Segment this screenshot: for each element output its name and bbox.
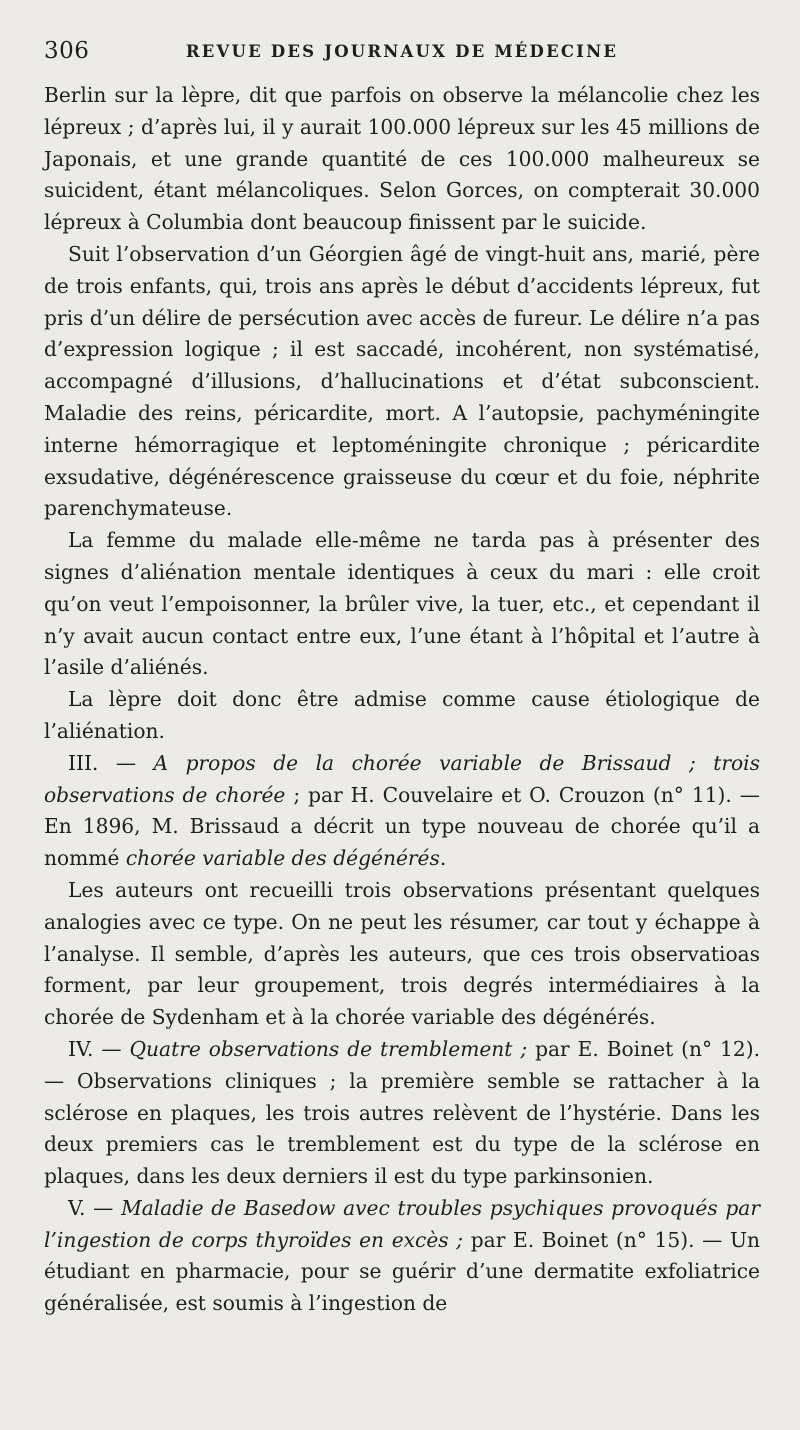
section-V-paragraph <box>44 1193 760 1320</box>
italic-text-segment: A propos de la chorée variable de Brissaud ; trois observations de chorée <box>44 750 760 807</box>
text-segment: La femme du malade elle-même ne tarda pas à présenter des signes d’aliénation mentale identiques à ceux du mari : elle croit qu’on veut l’empoisonner, la brûler vive, la tuer, etc., et cependant il n’y avait aucun contact entre eux, l’une étant à l’hôpital et l’autre à l’asile d’aliénés. <box>44 528 760 680</box>
text-segment: . <box>439 846 447 871</box>
text-segment: Suit l’observation d’un Géorgien âgé de vingt-huit ans, marié, père de trois enfants, qui, trois ans après le début d’accidents lépreux, fut pris d’un délire de persécution avec accès de fureur. Le délire n’a pas d’expression logique ; il est saccadé, incohérent, non systématisé, accompagné d’illusions, d’hallucinations et d’état subconscient. Maladie des reins, péricardite, mort. A l’autopsie, pachyméningite interne hémorragique et leptoméningite chronique ; péricardite exsudative, dégénérescence graisseuse du cœur et du foie, néphrite parenchymateuse. <box>44 241 760 521</box>
paragraph <box>44 525 760 684</box>
italic-text-segment: chorée variable des dégénérés <box>125 846 440 871</box>
page-number: 306 <box>44 38 90 64</box>
running-title: REVUE DES JOURNAUX DE MÉDECINE <box>185 42 619 61</box>
text-segment: Les auteurs ont recueilli trois observations présentant quelques analogies avec ce type. On ne peut les résumer, car tout y échappe à l’analyse. Il semble, d’après les auteurs, que ces trois observatioas forment, par leur groupement, trois degrés intermédiaires à la chorée de Sydenham et à la chorée variable des dégénérés. <box>44 877 760 1030</box>
text-segment: par E. Boinet (n° 12). — Observations cliniques ; la première semble se rattacher à la sclérose en plaques, les trois autres relèvent de l’hystérie. Dans les deux premiers cas le tremblement est du type de la sclérose en plaques, dans les deux derniers il est du type parkinsonien. <box>44 1036 761 1189</box>
section-III-paragraph <box>44 748 760 875</box>
text-segment: V. — <box>68 1195 122 1220</box>
text-segment: III. — <box>68 750 154 775</box>
text-segment: IV. — <box>68 1036 130 1061</box>
article-body <box>44 80 760 1320</box>
text-segment: La lèpre doit donc être admise comme cause étiologique de l’aliénation. <box>44 687 760 743</box>
paragraph <box>44 875 760 1034</box>
text-segment: ; par H. Couvelaire et O. Crouzon (n° 11). — En 1896, M. Brissaud a décrit un type nouveau de chorée qu’il a nommé <box>44 782 760 871</box>
paragraph <box>44 239 760 525</box>
page-header <box>44 38 760 74</box>
paragraph <box>44 684 760 748</box>
italic-text-segment: Quatre observations de tremblement ; <box>129 1036 528 1061</box>
italic-text-segment: Maladie de Basedow avec troubles psychiques provoqués par l’ingestion de corps thyroïdes en excès ; <box>44 1195 760 1252</box>
section-IV-paragraph <box>44 1034 760 1193</box>
paragraph <box>44 80 760 239</box>
text-segment: par E. Boinet (n° 15). — Un étudiant en pharmacie, pour se guérir d’une dermatite exfoliatrice généralisée, est soumis à l’ingestion de <box>44 1227 760 1316</box>
text-segment: Berlin sur la lèpre, dit que parfois on observe la mélancolie chez les lépreux ; d’après lui, il y aurait 100.000 lépreux sur les 45 millions de Japonais, et une grande quantité de ces 100.000 malheureux se suicident, étant mélancoliques. Selon Gorces, on compterait 30.000 lépreux à Columbia dont beaucoup finissent par le suicide. <box>44 83 760 235</box>
